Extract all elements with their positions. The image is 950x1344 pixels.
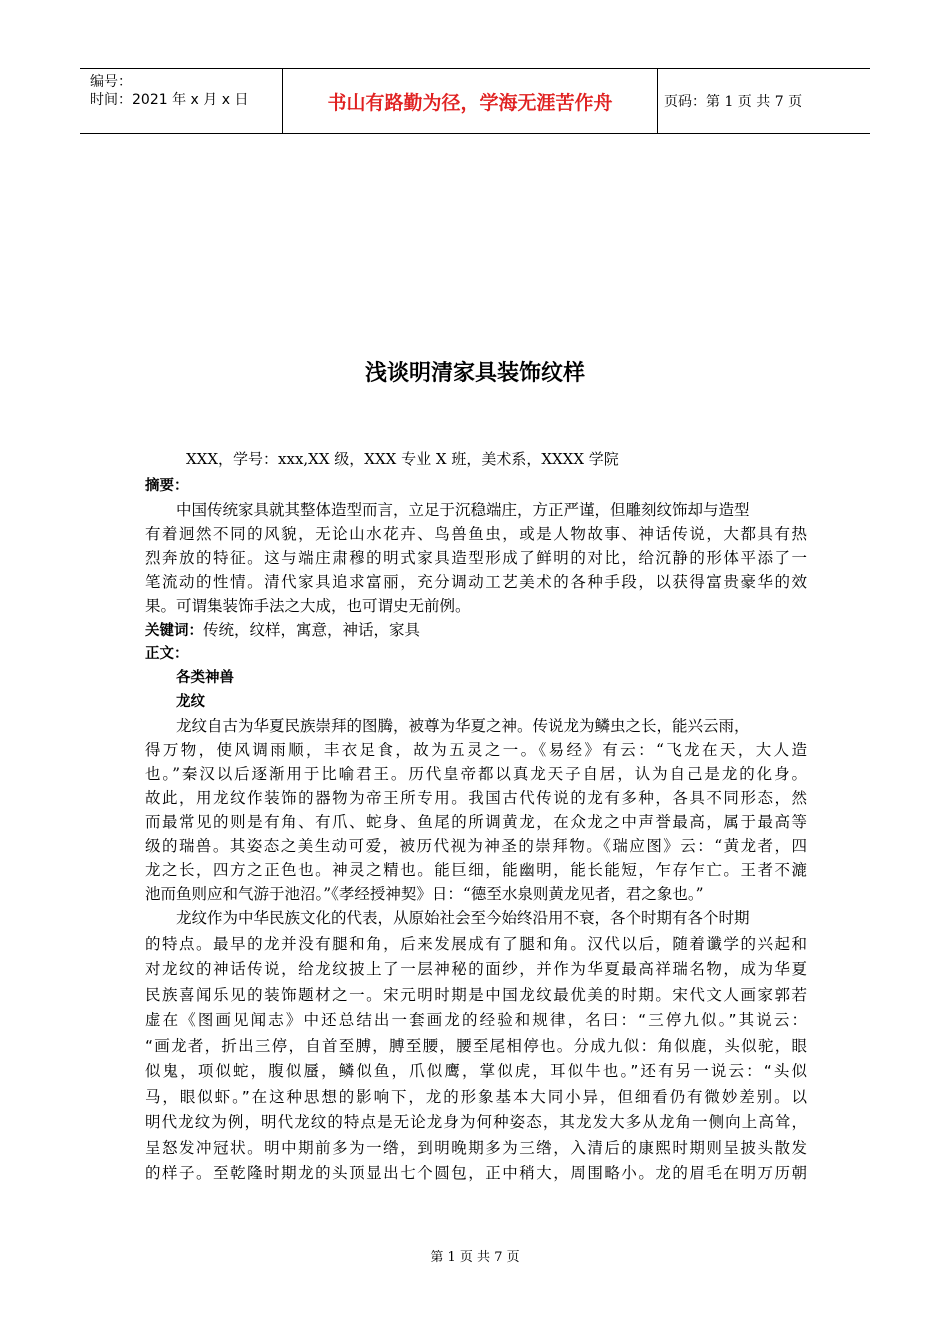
paragraph-line: 似鬼，项似蛇，腹似蜃，鳞似鱼，爪似鹰，掌似虎，耳似牛也。”还有另一说云：“头似 [145,1062,807,1080]
paragraph-line: 马，眼似虾。”在这种思想的影响下，龙的形象基本大同小异，但细看仍有微妙差别。以 [145,1087,807,1106]
paragraph-line: 的样子。至乾隆时期龙的头顶显出七个圆包，正中稍大，周围略小。龙的眉毛在明万历朝 [145,1164,807,1182]
paragraph-dragon-history [145,906,807,1187]
subsection-heading: 龙纹 [176,694,205,710]
section-heading: 各类神兽 [176,670,234,686]
header-motto: 书山有路勤为径，学海无涯苦作舟 [282,69,658,133]
paragraph-line: 也。”秦汉以后逐渐用于比喻君王。历代皇帝都以真龙天子自居，认为自己是龙的化身。 [145,765,807,783]
paragraph-line: 得万物，使风调雨顺，丰衣足食，故为五灵之一。《易经》有云：“飞龙在天，大人造 [145,741,807,759]
paragraph-line: 池而鱼则应和气游于池沼。”《孝经授神契》日：“德至水泉则黄龙见者，君之象也。” [145,885,704,903]
paragraph-dragon-origin [145,714,807,906]
keywords-text: 传统，纹样，寓意，神话，家具 [203,621,421,639]
page-footer: 第 1 页 共 7 页 [430,1250,520,1265]
paragraph-line: 级的瑞兽。其姿态之美生动可爱，被历代视为神圣的崇拜物。《瑞应图》云：“黄龙者，四 [145,837,807,855]
document-number: 编号： [90,74,132,90]
paragraph-line: 对龙纹的神话传说，给龙纹披上了一层神秘的面纱，并作为华夏最高祥瑞名物，成为华夏 [145,960,807,978]
paragraph-line: 的特点。最早的龙并没有腿和角，后来发展成有了腿和角。汉代以后，随着谶学的兴起和 [145,934,807,953]
abstract-line: 果。可谓集装饰手法之大成，也可谓史无前例。 [145,597,471,615]
abstract-line: 有着迥然不同的风貌，无论山水花卉、鸟兽鱼虫，或是人物故事、神话传说，大都具有热 [145,525,807,543]
body-label: 正文： [145,646,189,662]
paragraph-line: 呈怒发冲冠状。明中期前多为一绺，到明晚期多为三绺，入清后的康熙时期则呈披头散发 [145,1138,807,1157]
keywords-row [145,618,807,642]
abstract-line: 笔流动的性情。清代家具追求富丽，充分调动工艺美术的各种手段，以获得富贵豪华的效 [145,573,807,591]
page-header [80,68,870,134]
paragraph-line: 龙纹作为中华民族文化的代表，从原始社会至今始终沿用不衰，各个时期有各个时期 [176,909,750,927]
paragraph-line: 虚在《图画见闻志》中还总结出一套画龙的经验和规律，名曰：“三停九似。”其说云： [145,1011,807,1029]
document-date: 时间：2021 年 x 月 x 日 [90,92,249,108]
paragraph-line: 龙纹自古为华夏民族崇拜的图腾，被尊为华夏之神。传说龙为鳞虫之长，能兴云雨， [176,717,750,735]
document-title: 浅谈明清家具装饰纹样 [364,361,585,386]
document-body [145,474,807,1187]
abstract-line: 烈奔放的特征。这与端庄肃穆的明式家具造型形成了鲜明的对比，给沉静的形体平添了一 [145,549,807,567]
paragraph-line: 龙之长，四方之正色也。神灵之精也。能巨细，能幽明，能长能短，乍存乍亡。王者不漉 [145,861,807,879]
header-page-number: 页码：第 1 页 共 7 页 [664,94,803,110]
author-line: XXX，学号：xxx,XX 级，XXX 专业 X 班，美术系，XXXX 学院 [186,450,619,468]
header-meta [80,69,282,133]
paragraph-line: “画龙者，折出三停，自首至膊，膊至腰，腰至尾相停也。分成九似：角似鹿，头似驼，眼 [145,1036,807,1055]
abstract-paragraph [145,498,807,618]
abstract-line: 中国传统家具就其整体造型而言，立足于沉稳端庄，方正严谨，但雕刻纹饰却与造型 [176,501,750,519]
keywords-label: 关键词： [145,623,203,639]
paragraph-line: 明代龙纹为例，明代龙纹的特点是无论龙身为何种姿态，其龙发大多从龙角一侧向上高耸， [145,1113,807,1131]
paragraph-line: 民族喜闻乐见的装饰题材之一。宋元明时期是中国龙纹最优美的时期。宋代文人画家郭若 [145,985,807,1004]
abstract-label: 摘要： [145,478,189,494]
paragraph-line: 而最常见的则是有角、有爪、蛇身、鱼尾的所调黄龙，在众龙之中声誉最高，属于最高等 [145,813,807,831]
paragraph-line: 故此，用龙纹作装饰的器物为帝王所专用。我国古代传说的龙有多种，各具不同形态，然 [145,789,807,807]
